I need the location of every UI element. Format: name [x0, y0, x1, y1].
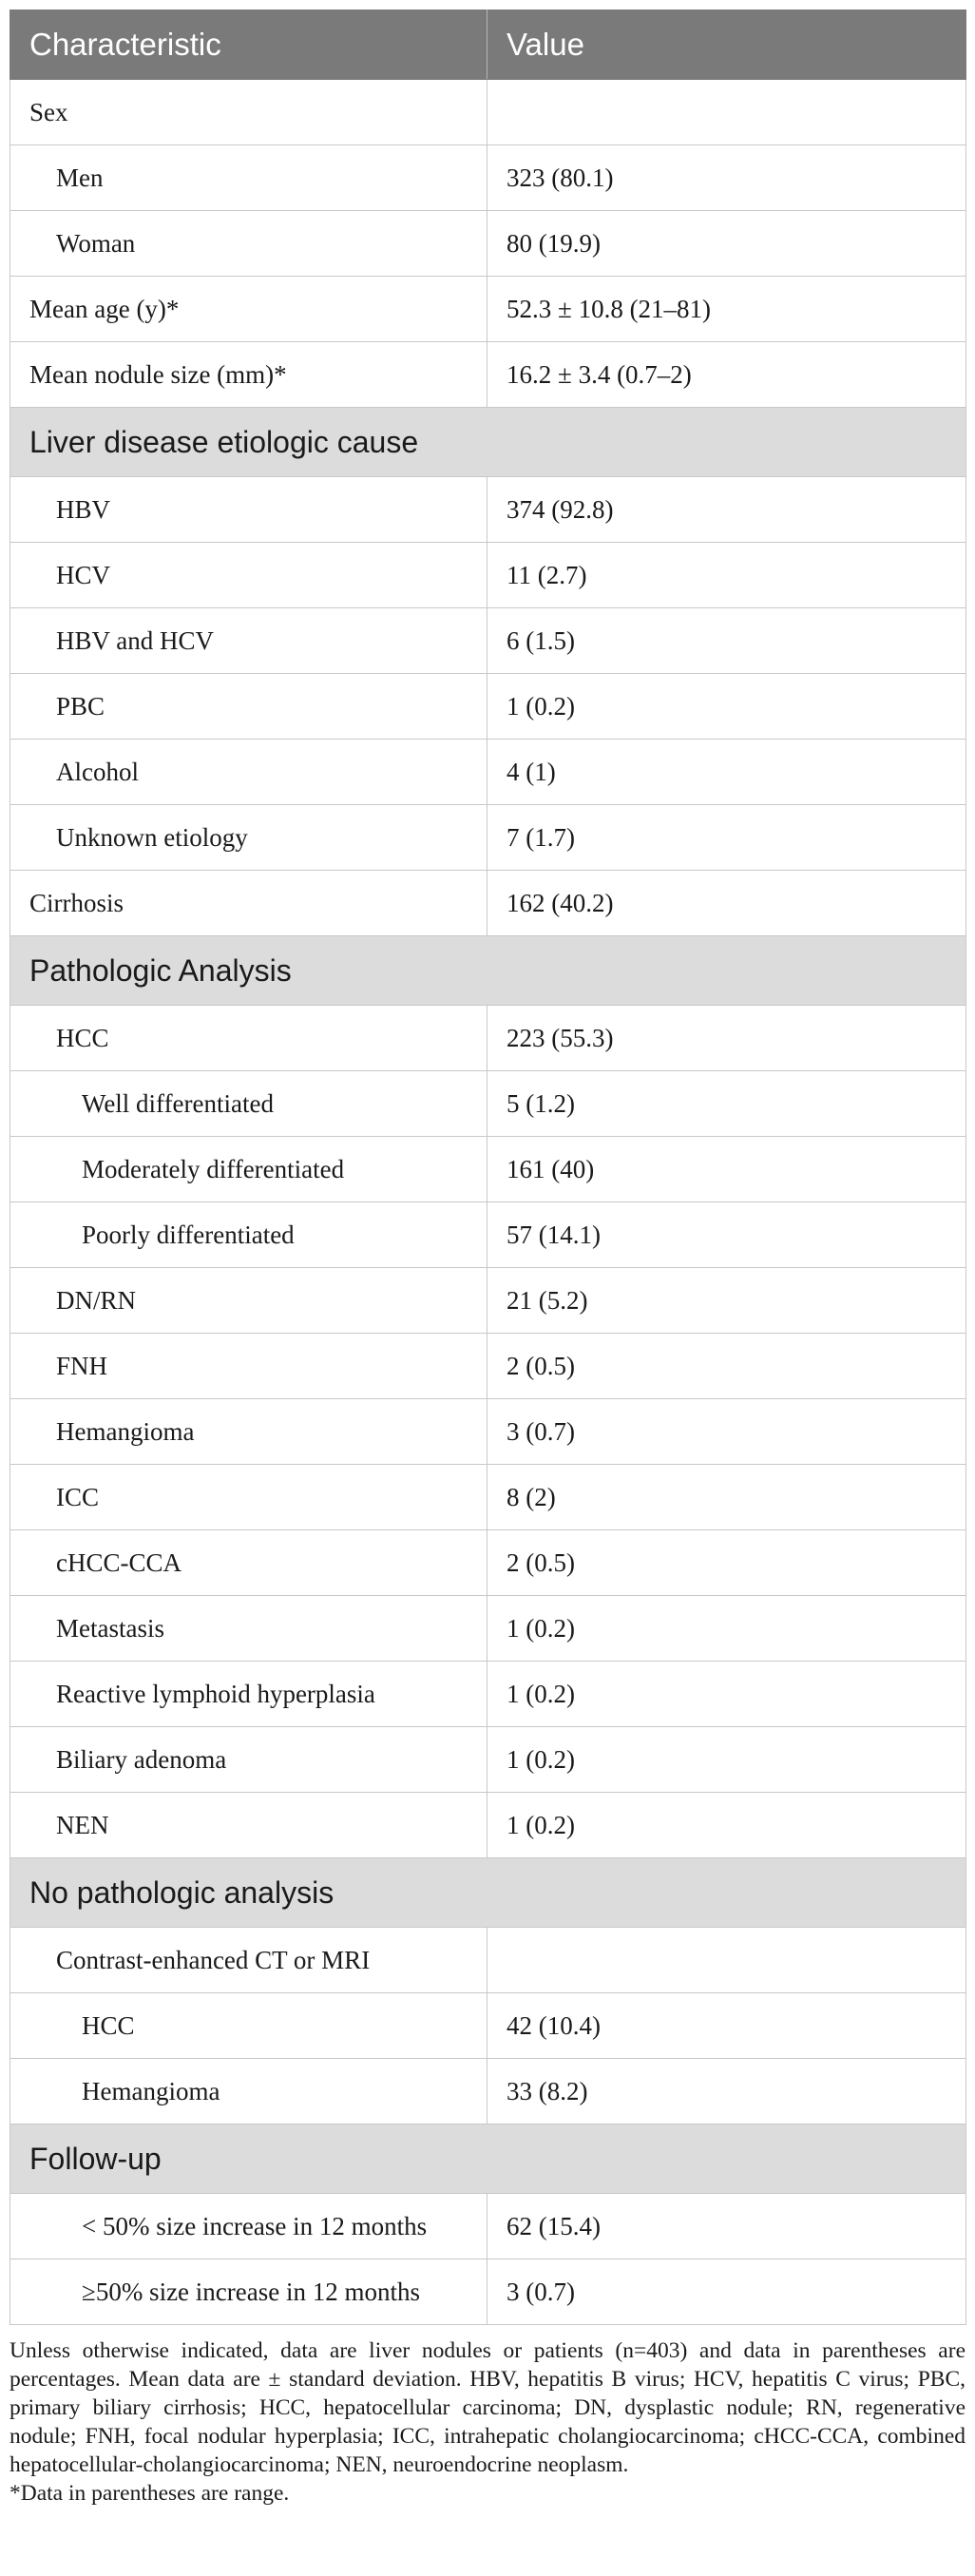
row-characteristic: NEN: [10, 1793, 488, 1858]
row-value: 223 (55.3): [488, 1006, 966, 1071]
section-header-row: [10, 2124, 966, 2194]
row-value: 42 (10.4): [488, 1993, 966, 2059]
table-row: [10, 1662, 966, 1727]
table-row: [10, 1596, 966, 1662]
table-row: [10, 1137, 966, 1202]
footnote-range: *Data in parentheses are range.: [10, 2481, 290, 2506]
row-characteristic: Unknown etiology: [10, 805, 488, 871]
row-value: 161 (40): [488, 1137, 966, 1202]
characteristics-table: [10, 10, 966, 2325]
row-characteristic: < 50% size increase in 12 months: [10, 2194, 488, 2259]
row-value: 1 (0.2): [488, 1596, 966, 1662]
table-row: [10, 1530, 966, 1596]
row-value: 57 (14.1): [488, 1202, 966, 1268]
table-row: [10, 1071, 966, 1137]
row-value: 3 (0.7): [488, 2259, 966, 2325]
row-value: 21 (5.2): [488, 1268, 966, 1334]
header-value: Value: [488, 10, 966, 80]
row-value: 1 (0.2): [488, 1793, 966, 1858]
table-row: [10, 805, 966, 871]
row-characteristic: Hemangioma: [10, 1399, 488, 1465]
row-characteristic: Well differentiated: [10, 1071, 488, 1137]
table-row: [10, 543, 966, 608]
table-header-row: [10, 10, 966, 80]
section-title: Pathologic Analysis: [10, 936, 966, 1006]
row-characteristic: HCV: [10, 543, 488, 608]
table-row: [10, 2259, 966, 2325]
row-characteristic: ≥50% size increase in 12 months: [10, 2259, 488, 2325]
row-value: 1 (0.2): [488, 1727, 966, 1793]
row-characteristic: Alcohol: [10, 740, 488, 805]
table-row: [10, 277, 966, 342]
table-row: [10, 80, 966, 145]
table-body: [10, 80, 966, 2325]
row-characteristic: Men: [10, 145, 488, 211]
table-row: [10, 1334, 966, 1399]
row-characteristic: ICC: [10, 1465, 488, 1530]
row-value: 6 (1.5): [488, 608, 966, 674]
row-value: 1 (0.2): [488, 674, 966, 740]
table-row: [10, 1928, 966, 1993]
section-title: Liver disease etiologic cause: [10, 408, 966, 477]
table-row: [10, 740, 966, 805]
section-header-row: [10, 1858, 966, 1928]
table-row: [10, 1399, 966, 1465]
row-characteristic: Biliary adenoma: [10, 1727, 488, 1793]
row-characteristic: HCC: [10, 1006, 488, 1071]
table-row: [10, 2194, 966, 2259]
table-row: [10, 1793, 966, 1858]
table-row: [10, 1465, 966, 1530]
row-characteristic: Cirrhosis: [10, 871, 488, 936]
row-characteristic: DN/RN: [10, 1268, 488, 1334]
row-value: 62 (15.4): [488, 2194, 966, 2259]
row-value: 33 (8.2): [488, 2059, 966, 2124]
table-row: [10, 145, 966, 211]
row-value: [488, 80, 966, 145]
row-characteristic: Poorly differentiated: [10, 1202, 488, 1268]
table-row: [10, 871, 966, 936]
table-row: [10, 608, 966, 674]
row-value: 7 (1.7): [488, 805, 966, 871]
row-characteristic: Contrast-enhanced CT or MRI: [10, 1928, 488, 1993]
table-row: [10, 477, 966, 543]
row-value: 4 (1): [488, 740, 966, 805]
row-characteristic: HBV and HCV: [10, 608, 488, 674]
row-characteristic: Woman: [10, 211, 488, 277]
row-characteristic: cHCC-CCA: [10, 1530, 488, 1596]
table-footnotes: [10, 2336, 965, 2508]
row-characteristic: Mean age (y)*: [10, 277, 488, 342]
row-value: 52.3 ± 10.8 (21–81): [488, 277, 966, 342]
row-value: 323 (80.1): [488, 145, 966, 211]
row-characteristic: Reactive lymphoid hyperplasia: [10, 1662, 488, 1727]
row-value: 8 (2): [488, 1465, 966, 1530]
footnote-main: Unless otherwise indicated, data are liver nodules or patients (n=403) and data in parentheses are percentages. Mean data are ± standard deviation. HBV, hepatitis B virus; HCV, hepatitis C virus; PBC, primary biliary cirrhosis; HCC, hepatocellular carcinoma; DN, dysplastic nodule; RN, regenerative nodule; FNH, focal nodular hyperplasia; ICC, intrahepatic cholangiocarcinoma; cHCC-CCA, combined hepatocellular-cholangiocarcinoma; NEN, neuroendocrine neoplasm.: [10, 2338, 965, 2477]
row-value: 2 (0.5): [488, 1334, 966, 1399]
row-characteristic: PBC: [10, 674, 488, 740]
table-row: [10, 211, 966, 277]
row-value: [488, 1928, 966, 1993]
row-characteristic: HCC: [10, 1993, 488, 2059]
section-header-row: [10, 936, 966, 1006]
table-row: [10, 1993, 966, 2059]
section-title: No pathologic analysis: [10, 1858, 966, 1928]
row-characteristic: Mean nodule size (mm)*: [10, 342, 488, 408]
row-characteristic: Hemangioma: [10, 2059, 488, 2124]
table-row: [10, 342, 966, 408]
row-value: 3 (0.7): [488, 1399, 966, 1465]
row-value: 374 (92.8): [488, 477, 966, 543]
table-row: [10, 674, 966, 740]
row-characteristic: FNH: [10, 1334, 488, 1399]
header-characteristic: Characteristic: [10, 10, 488, 80]
table-row: [10, 1006, 966, 1071]
row-value: 80 (19.9): [488, 211, 966, 277]
table-row: [10, 2059, 966, 2124]
table-row: [10, 1268, 966, 1334]
row-characteristic: Sex: [10, 80, 488, 145]
row-characteristic: Moderately differentiated: [10, 1137, 488, 1202]
table-row: [10, 1727, 966, 1793]
section-title: Follow-up: [10, 2124, 966, 2194]
row-value: 1 (0.2): [488, 1662, 966, 1727]
row-value: 16.2 ± 3.4 (0.7–2): [488, 342, 966, 408]
row-characteristic: HBV: [10, 477, 488, 543]
row-value: 2 (0.5): [488, 1530, 966, 1596]
table-row: [10, 1202, 966, 1268]
row-value: 5 (1.2): [488, 1071, 966, 1137]
row-value: 162 (40.2): [488, 871, 966, 936]
section-header-row: [10, 408, 966, 477]
row-value: 11 (2.7): [488, 543, 966, 608]
row-characteristic: Metastasis: [10, 1596, 488, 1662]
table-container: [10, 10, 965, 2508]
